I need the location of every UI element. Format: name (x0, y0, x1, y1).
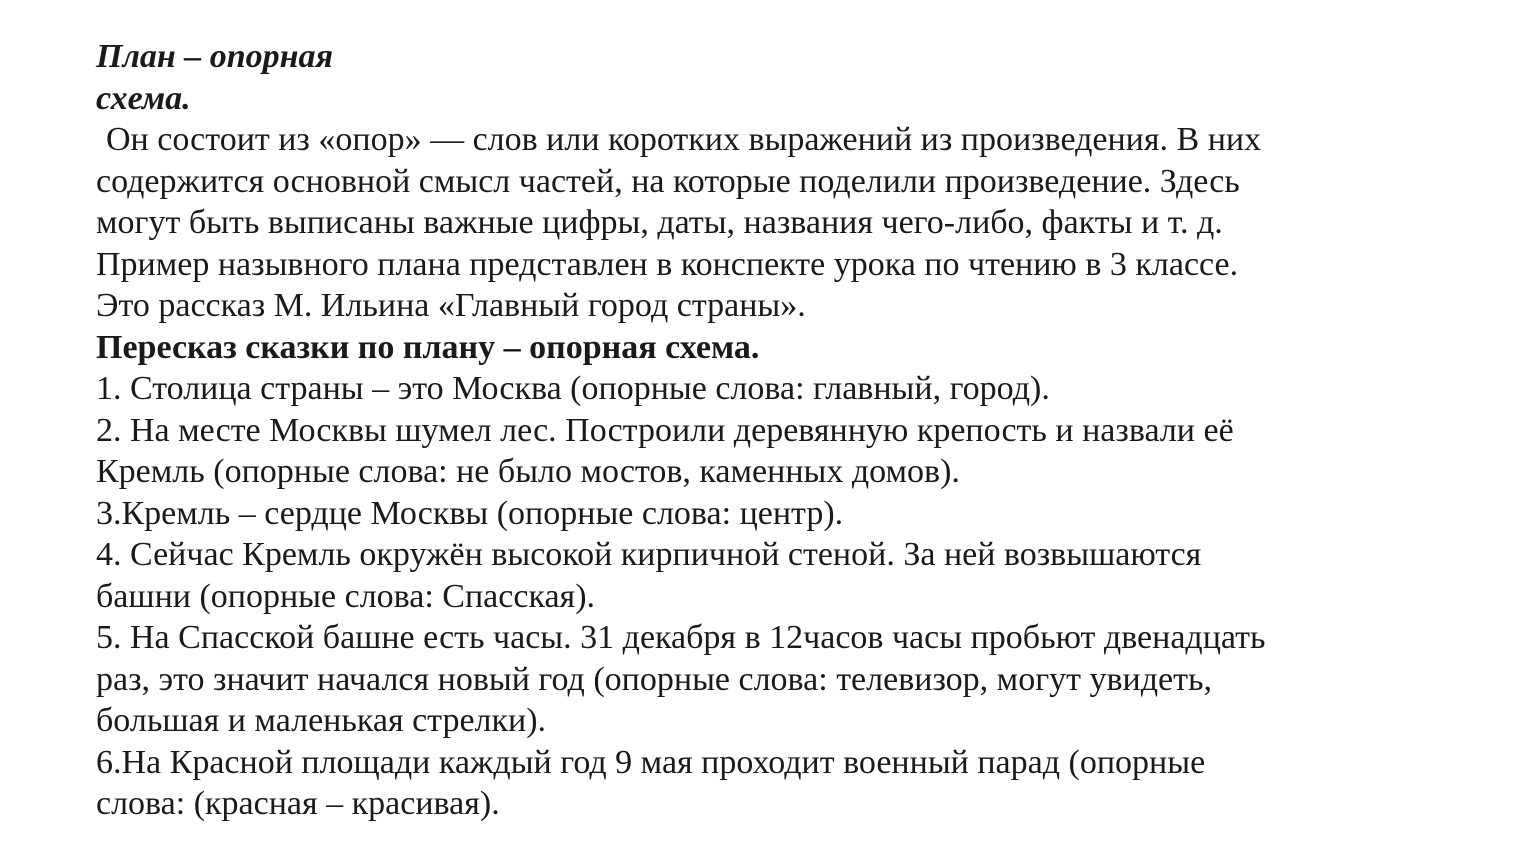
plan-line: большая и маленькая стрелки). (96, 702, 547, 739)
plan-line: 2. На месте Москвы шумел лес. Построили деревянную крепость и назвали её (96, 411, 1234, 449)
intro-line: содержится основной смысл частей, на которые поделили произведение. Здесь (96, 162, 1240, 200)
heading-line-1: План – опорная (96, 38, 334, 75)
plan-line: 5. На Спасской башне есть часы. 31 декабря в 12часов часы пробьют двенадцать (96, 619, 1266, 656)
plan-line: слова: (красная – красивая). (96, 785, 500, 822)
plan-line: 1. Столица страны – это Москва (опорные слова: главный, город). (96, 370, 1050, 407)
intro-line: могут быть выписаны важные цифры, даты, названия чего-либо, факты и т. д. (96, 204, 1223, 241)
intro-line: Пример назывного плана представлен в конспекте урока по чтению в 3 классе. (96, 245, 1239, 283)
document-page (96, 36, 1496, 825)
intro-line: Это рассказ М. Ильина «Главный город страны». (96, 287, 806, 324)
plan-line: 6.На Красной площади каждый год 9 мая проходит военный парад (опорные (96, 743, 1206, 781)
section-subheading: Пересказ сказки по плану – опорная схема. (96, 328, 760, 366)
plan-line: раз, это значит начался новый год (опорные слова: телевизор, могут увидеть, (96, 660, 1213, 698)
intro-line: Он состоит из «опор» — слов или коротких выражений из произведения. В них (106, 121, 1262, 158)
heading-line-2: схема. (96, 79, 191, 117)
plan-line: Кремль (опорные слова: не было мостов, каменных домов). (96, 453, 960, 490)
plan-line: башни (опорные слова: Спасская). (96, 577, 596, 615)
plan-line: 3.Кремль – сердце Москвы (опорные слова: центр). (96, 494, 844, 532)
plan-line: 4. Сейчас Кремль окружён высокой кирпичной стеной. За ней возвышаются (96, 536, 1202, 573)
